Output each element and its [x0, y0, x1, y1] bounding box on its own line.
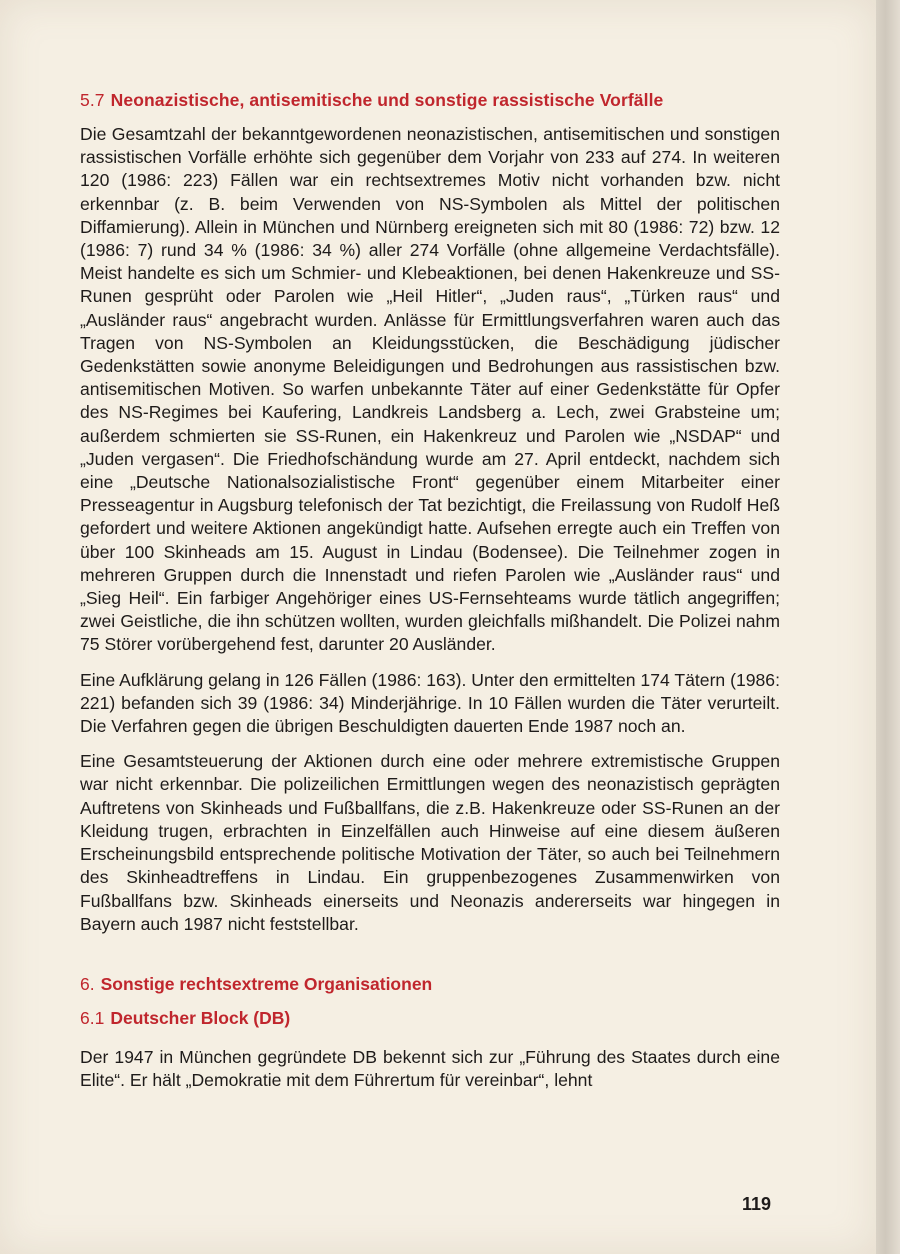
section-heading-6 — [80, 972, 780, 996]
paragraph-clearance: Eine Aufklärung gelang in 126 Fällen (1986: 163). Unter den ermittelten 174 Tätern (1986: 221) befanden sich 39 (1986: 34) Minderjährige. In 10 Fällen wurden die Täter verurteilt. Die Verfahren gegen die übrigen Beschuldigten dauerten Ende 1987 noch an. — [80, 669, 780, 737]
section-title: Neonazistische, antisemitische und sonstige rassistische Vorfälle — [110, 90, 664, 110]
section-heading-5-7 — [80, 88, 780, 112]
section-number: 6. — [80, 973, 95, 994]
page-number: 119 — [742, 1194, 772, 1214]
paragraph-incidents: Die Gesamtzahl der bekanntgewordenen neonazistischen, antisemitischen und sonstigen rassistischen Vorfälle erhöhte sich gegenüber dem Vorjahr von 233 auf 274. In weiteren 120 (1986: 223) Fällen war ein rechtsextremes Motiv nicht vorhanden bzw. nicht erkennbar (z. B. beim Verwenden von NS-Symbolen als Mittel der politischen Diffamierung). Allein in München und Nürnberg ereigneten sich mit 80 (1986: 72) bzw. 12 (1986: 7) rund 34 % (1986: 34 %) aller 274 Vorfälle (ohne allgemeine Verdachtsfälle). Meist handelte es sich um Schmier- und Klebeaktionen, bei denen Hakenkreuze und SS-Runen gesprüht oder Parolen wie „Heil Hitler“, „Juden raus“, „Türken raus“ und „Ausländer raus“ angebracht wurden. Anlässe für Ermittlungsverfahren waren auch das Tragen von NS-Symbolen an Kleidungsstücken, die Beschädigung jüdischer Gedenkstätten sowie anonyme Beleidigungen und Bedrohungen aus rassistischen bzw. antisemitischen Motiven. So warfen unbekannte Täter auf einer Gedenkstätte für Opfer des NS-Regimes bei Kaufering, Landkreis Landsberg a. Lech, zwei Grabsteine um; außerdem schmierten sie SS-Runen, ein Hakenkreuz und Parolen wie „NSDAP“ und „Juden vergasen“. Die Friedhofschändung wurde am 27. April entdeckt, nachdem sich eine „Deutsche Nationalsozialistische Front“ gegenüber einem Mitarbeiter einer Presseagentur in Augsburg telefonisch der Tat bezichtigt, die Freilassung von Rudolf Heß gefordert und weitere Aktionen angekündigt hatte. Aufsehen erregte auch ein Treffen von über 100 Skinheads am 15. August in Lindau (Bodensee). Die Teilnehmer zogen in mehreren Gruppen durch die Innenstadt und riefen Parolen wie „Ausländer raus“ und „Sieg Heil“. Ein farbiger Angehöriger eines US-Fernsehteams wurde tätlich angegriffen; zwei Geistliche, die ihn schützen wollten, wurden gleichfalls mißhandelt. Die Polizei nahm 75 Störer vorübergehend fest, darunter 20 Ausländer. — [80, 124, 780, 655]
section-number: 6.1 — [80, 1007, 105, 1028]
section-number: 5.7 — [80, 90, 105, 110]
paragraph-deutscher-block: Der 1947 in München gegründete DB bekennt sich zur „Führung des Staates durch eine Elite“. Er hält „Demokratie mit dem Führertum für vereinbar“, lehnt — [80, 1046, 780, 1091]
section-heading-6-1 — [80, 1006, 780, 1030]
page-edge — [876, 0, 900, 1254]
paragraph-coordination: Eine Gesamtsteuerung der Aktionen durch eine oder mehrere extremistische Gruppen war nicht erkennbar. Die polizeilichen Ermittlungen wegen des neonazistisch geprägten Auftretens von Skinheads und Fußballfans, die z.B. Hakenkreuze oder SS-Runen an der Kleidung trugen, erbrachten in Einzelfällen auch Hinweise auf eine diesem äußeren Erscheinungsbild entsprechende politische Motivation der Täter, so auch bei Teilnehmern des Skinheadtreffens in Lindau. Ein gruppenbezogenes Zusammenwirken von Fußballfans bzw. Skinheads einerseits und Neonazis andererseits war hingegen in Bayern auch 1987 nicht feststellbar. — [80, 751, 780, 934]
section-title: Deutscher Block (DB) — [110, 1007, 291, 1028]
section-title: Sonstige rechtsextreme Organisationen — [100, 973, 433, 994]
page-content — [80, 88, 780, 1104]
